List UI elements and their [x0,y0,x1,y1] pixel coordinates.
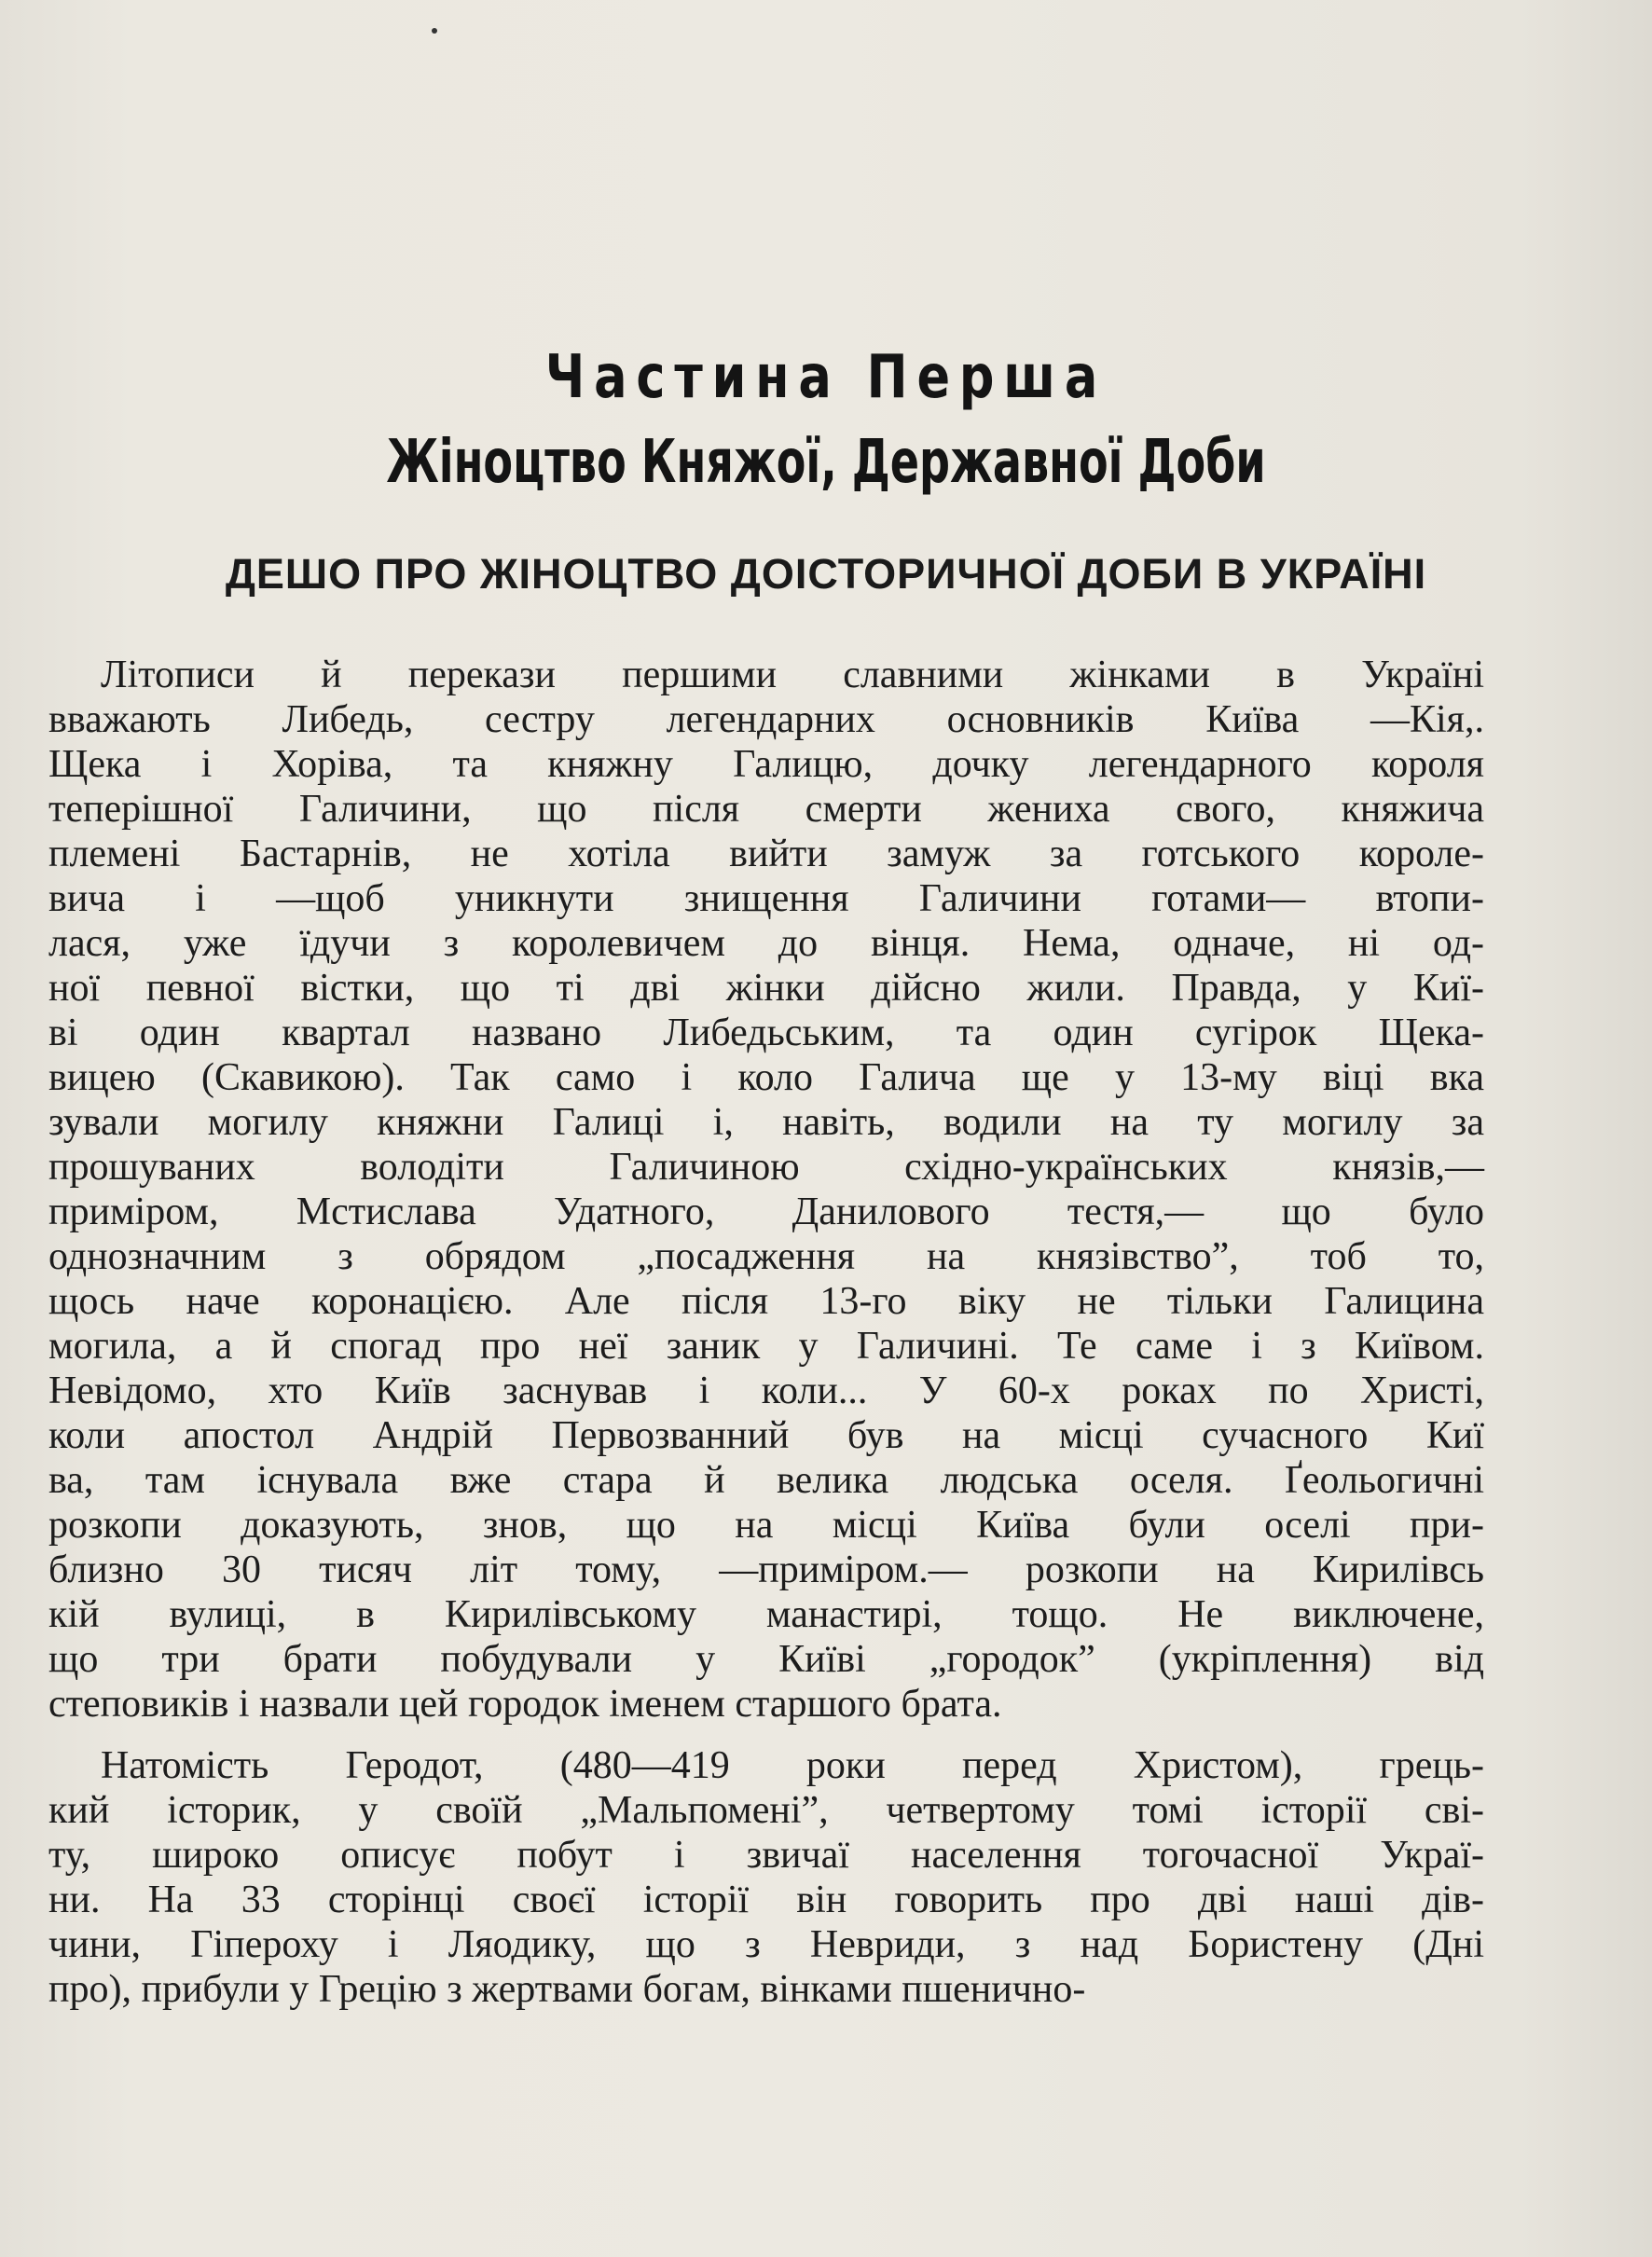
text-line: Літописи й перекази першими славними жінками в Україні [101,654,1484,696]
text-line: щось наче коронацією. Але після 13-го віку не тільки Галицина [48,1280,1484,1323]
text-line: могила, а й спогад про неї заник у Галичині. Те саме і з Київом. [48,1325,1484,1368]
text-line: вича і —щоб уникнути знищення Галичини готами— втопи- [48,877,1484,920]
text-line: розкопи доказують, знов, що на місці Київа були оселі при- [48,1504,1484,1547]
part-subtitle: Жіноцтво Княжої, Державної Доби [386,428,1266,497]
text-line: кий історик, у своїй „Мальпомені”, четвертому томі історії сві- [48,1789,1484,1832]
text-line: племені Бастарнів, не хотіла вийти замуж за готського короле- [48,833,1484,875]
text-line: що три брати побудували у Київі „городок” (укріплення) від [48,1638,1484,1681]
text-line: теперішної Галичини, що після смерти жениха свого, княжича [48,788,1484,831]
text-line: про), прибули у Грецію з жертвами богам, вінками пшенично- [48,1968,1086,2011]
text-line: ни. На 33 сторінці своєї історії він говорить про дві наші дів- [48,1879,1484,1921]
text-line: Натомість Геродот, (480—419 роки перед Христом), грець- [101,1744,1484,1787]
text-line: лася, уже їдучи з королевичем до вінця. Нема, одначе, ні од- [48,922,1484,965]
paragraph [48,653,1484,1727]
text-line: вважають Либедь, сестру легендарних основників Київа —Кія,. [48,698,1484,741]
paragraph-gap [48,1727,1484,1743]
body-text [48,653,1484,2012]
text-line: чини, Гіпероху і Ляодику, що з Невриди, з над Бористену (Дні [48,1923,1484,1966]
text-line: вицею (Скавикою). Так само і коло Галича ще у 13-му віці вка [48,1056,1484,1099]
text-line: однозначним з обрядом „посадження на князівство”, тоб то, [48,1235,1484,1278]
text-line: ної певної вістки, що ті дві жінки дійсно жили. Правда, у Киї- [48,967,1484,1010]
text-line: прошуваних володіти Галичиною східно-українських князів,— [48,1146,1484,1189]
text-line: степовиків і назвали цей городок іменем старшого брата. [48,1683,1002,1726]
text-line: зували могилу княжни Галиці і, навіть, водили на ту могилу за [48,1101,1484,1144]
text-line: близно 30 тисяч літ тому, —приміром.— розкопи на Кирилівсь [48,1548,1484,1591]
text-line: коли апостол Андрій Первозванний був на місці сучасного Киї [48,1414,1484,1457]
text-line: ту, широко описує побут і звичаї населення тогочасної Украї- [48,1834,1484,1877]
text-line: Щека і Хоріва, та княжну Галицю, дочку легендарного короля [48,743,1484,786]
text-line: приміром, Мстислава Удатного, Данилового тестя,— що було [48,1190,1484,1233]
text-line: ві один квартал названо Либедьським, та один сугірок Щека- [48,1012,1484,1054]
paragraph [48,1743,1484,2012]
section-title: ДЕШО ПРО ЖІНОЦТВО ДОІСТОРИЧНОЇ ДОБИ В УКРАЇНІ [225,550,1427,598]
text-line: кій вулиці, в Кирилівському манастирі, тощо. Не виключене, [48,1593,1484,1636]
part-title: Частина Перша [544,343,1108,412]
text-line: ва, там існувала вже стара й велика людська оселя. Ґеольогичні [48,1459,1484,1502]
text-line: Невідомо, хто Київ заснував і коли... У 60-х роках по Христі, [48,1369,1484,1412]
print-speck [432,28,437,34]
chapter-heading [0,337,1652,507]
